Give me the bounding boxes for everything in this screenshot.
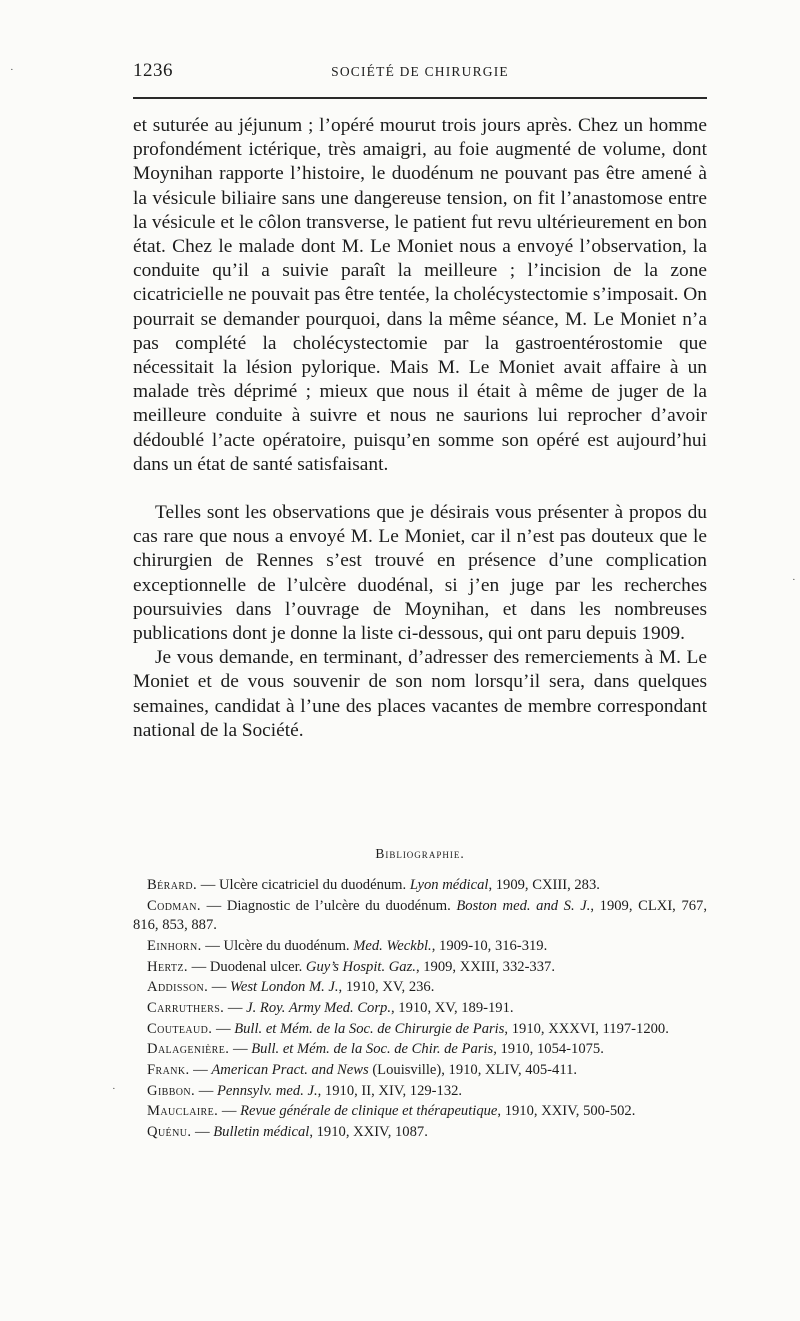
- entry-journal: Guy’s Hospit. Gaz.: [305, 958, 416, 975]
- entry-details: , 1909, CLXI, 767, 816, 853, 887.: [133, 897, 708, 934]
- entry-details: , 1910, XV, 236.: [338, 979, 435, 996]
- entry-title: — Ulcère cicatriciel du duodénum.: [197, 877, 410, 893]
- entry-author: Einhorn.: [147, 937, 202, 954]
- entry-title: — Diagnostic de l’ulcère du duodénum.: [200, 897, 457, 914]
- entry-journal: Lyon médical: [409, 877, 489, 893]
- paragraph-observations: Telles sont les observations que je désirais vous présenter à propos du cas rare que nous a envoyé M. Le Moniet, car il n’est pas douteux que le chirurgien de Rennes s’est trouvé en présence d’une complication exceptionnelle de l’ulcère duodénal, si j’en juge par les recherches poursuivies dans l’ouvrage de Moynihan, et dans les nombreuses publications dont je donne la liste ci-dessous, qui ont paru depuis 1909.: [133, 502, 707, 645]
- bibliography-entry: [133, 1040, 707, 1059]
- entry-journal: J. Roy. Army Med. Corp.: [246, 999, 391, 1016]
- entry-journal: Bull. et Mém. de la Soc. de Chir. de Paris: [251, 1041, 494, 1058]
- entry-journal: Boston med. and S. J.: [456, 897, 591, 914]
- bibliography-list: [133, 876, 707, 1144]
- entry-author: Gibbon.: [147, 1082, 196, 1099]
- bibliography-entry: [133, 1020, 707, 1039]
- entry-author: Mauclaire.: [147, 1103, 219, 1120]
- entry-details: , 1910, XXIV, 500-502.: [497, 1103, 636, 1120]
- entry-title: — Duodenal ulcer.: [187, 958, 306, 975]
- entry-author: Hertz.: [147, 958, 188, 975]
- entry-details: , 1909, XXIII, 332-337.: [415, 958, 555, 975]
- entry-details: , 1910, XXXVI, 1197-1200.: [504, 1020, 669, 1037]
- entry-details: , 1910, II, XIV, 129-132.: [317, 1082, 463, 1099]
- entry-details: , 1909, CXIII, 283.: [488, 877, 600, 893]
- paragraph-thanks: Je vous demande, en terminant, d’adresser des remerciements à M. Le Moniet et de vous souvenir de son nom lorsqu’il sera, dans quelques semaines, candidat à l’une des places vacantes de membre correspondant national de la Société.: [133, 647, 707, 741]
- entry-title: —: [195, 1082, 217, 1099]
- entry-journal: Med. Weckbl.: [353, 937, 432, 954]
- entry-journal: Revue générale de clinique et thérapeutique: [240, 1103, 498, 1120]
- entry-author: Frank.: [147, 1062, 190, 1079]
- entry-author: Codman.: [147, 897, 201, 914]
- entry-author: Carruthers.: [147, 999, 225, 1016]
- page-number: 1236: [133, 60, 173, 81]
- entry-title: — Ulcère du duodénum.: [201, 937, 354, 954]
- bibliography-entry: [133, 897, 707, 936]
- margin-speck: ·: [792, 574, 796, 586]
- entry-author: Bérard.: [147, 877, 198, 893]
- paragraph-continuation: et suturée au jéjunum ; l’opéré mourut trois jours après. Chez un homme profondément ictérique, très amaigri, au foie augmenté de volume, dont Moynihan rapporte l’histoire, le duodénum ne pouvant pas être amené à la vésicule biliaire sans une dangereuse tension, on fit l’anastomose entre la vésicule et le côlon transverse, le patient fut revu ultérieurement en bon état. Chez le malade dont M. Le Moniet nous a envoyé l’observation, la conduite qu’il a suivie paraît la meilleure ; l’incision de la zone cicatricielle ne pouvait pas être tentée, la cholécystectomie s’imposait. On pourrait se demander pourquoi, dans la même séance, M. Le Moniet n’a pas complété la cholécystectomie par la gastroentérostomie que nécessitait la lésion pylorique. Mais M. Le Moniet avait affaire à un malade très déprimé ; mieux que nous il était à même de juger de la meilleure conduite à suivre et nous ne saurions lui reprocher d’avoir dédoublé l’acte opératoire, puisqu’en somme son opéré est aujourd’hui dans un état de santé satisfaisant.: [133, 115, 707, 475]
- bibliography-entry: [133, 958, 707, 977]
- entry-journal: Bulletin médical: [213, 1124, 310, 1141]
- entry-title: —: [212, 1020, 235, 1037]
- entry-details: , 1910, 1054-1075.: [493, 1041, 604, 1058]
- entry-journal: Bull. et Mém. de la Soc. de Chirurgie de Paris: [234, 1020, 505, 1037]
- entry-details: (Louisville), 1910, XLIV, 405-411.: [368, 1062, 578, 1079]
- entry-title: —: [189, 1062, 212, 1079]
- entry-journal: Pennsylv. med. J.: [217, 1082, 318, 1099]
- bibliography-entry: [133, 1082, 707, 1101]
- entry-author: Quénu.: [147, 1124, 192, 1141]
- bibliography-entry: [133, 876, 707, 895]
- header-rule: [133, 97, 707, 99]
- running-head: [133, 60, 707, 86]
- bibliography-entry: [133, 1102, 707, 1121]
- bibliography-entry: [133, 1061, 707, 1080]
- entry-title: —: [229, 1041, 252, 1058]
- entry-details: , 1910, XV, 189-191.: [390, 999, 514, 1016]
- bibliography-entry: [133, 1123, 707, 1142]
- margin-speck: ·: [112, 1083, 116, 1095]
- entry-title: —: [191, 1124, 214, 1141]
- margin-speck: ·: [10, 64, 14, 76]
- running-title: SOCIÉTÉ DE CHIRURGIE: [331, 64, 509, 79]
- entry-title: —: [208, 979, 231, 996]
- entry-details: , 1909-10, 316-319.: [431, 937, 548, 954]
- bibliography-heading: Bibliographie.: [375, 846, 465, 861]
- entry-title: —: [218, 1103, 241, 1120]
- entry-author: Couteaud.: [147, 1020, 213, 1037]
- bibliography-entry: [133, 999, 707, 1018]
- bibliography-entry: [133, 937, 707, 956]
- entry-journal: American Pract. and News: [211, 1062, 369, 1079]
- entry-title: —: [224, 999, 247, 1016]
- entry-author: Dalagenière.: [147, 1041, 230, 1058]
- entry-author: Addisson.: [147, 979, 209, 996]
- body-text: [133, 114, 707, 743]
- bibliography-entry: [133, 978, 707, 997]
- entry-details: , 1910, XXIV, 1087.: [309, 1124, 428, 1141]
- entry-journal: West London M. J.: [230, 979, 339, 996]
